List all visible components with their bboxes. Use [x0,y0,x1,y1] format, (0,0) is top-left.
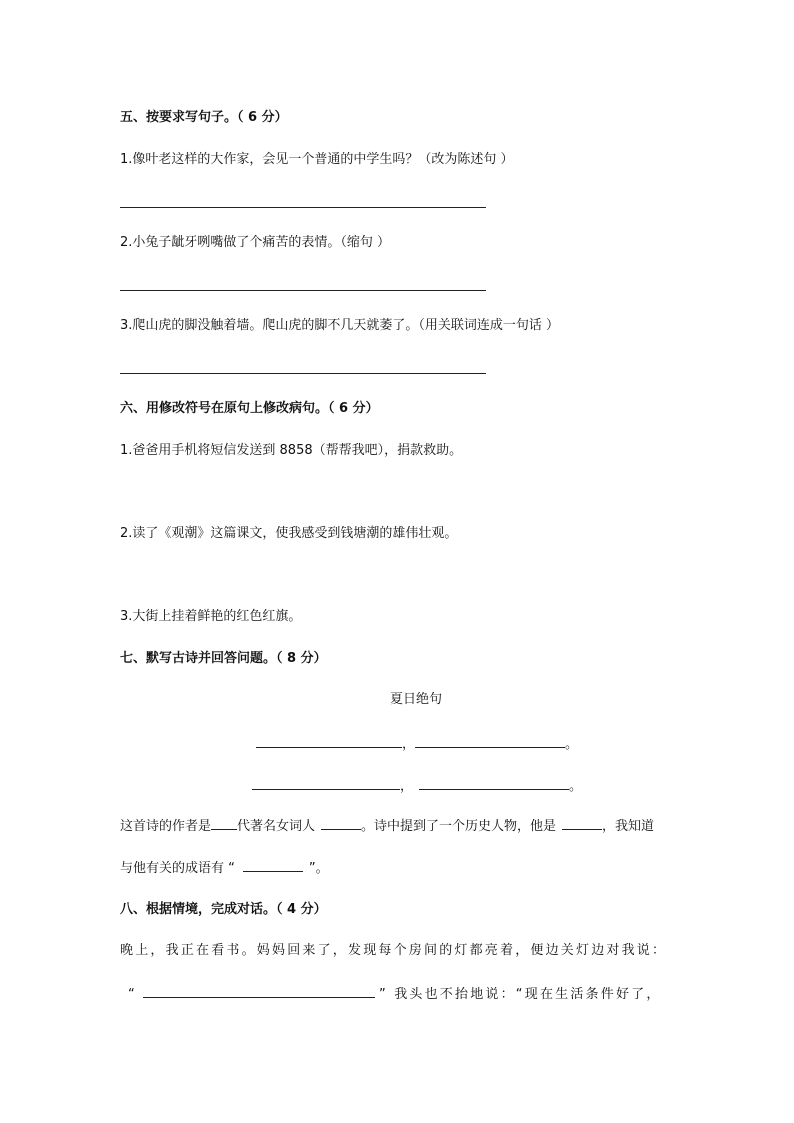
q7-blank-idiom[interactable] [243,859,303,872]
answer-line-5-2[interactable] [120,290,486,291]
section-6-heading: 六、用修改符号在原句上修改病句。（ 6 分） [120,401,379,416]
q7-text-a: 这首诗的作者是 [120,819,212,834]
poem-period-2: 。 [569,779,583,794]
poem-line-1 [256,735,578,754]
section-6-question-3: 3.大街上挂着鲜艳的红色红旗。 [120,609,302,624]
dialog-open-quote: “ [128,987,137,1002]
poem-blank-4[interactable] [419,777,569,790]
section-8-heading: 八、根据情境，完成对话。（ 4 分） [120,902,327,917]
section-5-heading: 五、按要求写句子。（ 6 分） [120,110,288,125]
poem-blank-3[interactable] [252,777,400,790]
q7-blank-figure[interactable] [562,817,602,830]
poem-comma-1: ， [402,737,416,752]
dialog-rest-text: ” 我头也不抬地说：“现在生活条件好了， [378,987,662,1002]
section-5-question-1: 1.像叶老这样的大作家，会见一个普通的中学生吗？（改为陈述句 ） [120,152,514,167]
poem-comma-2: ， [400,779,414,794]
q7-text-c: 。诗中提到了一个历史人物，他是 [361,819,557,834]
section-8-paragraph-line-1: 晚上，我正在看书。妈妈回来了，发现每个房间的灯都亮着，便边关灯边对我说： [120,943,668,958]
section-6-question-2: 2.读了《观潮》这篇课文，使我感受到钱塘潮的雄伟壮观。 [120,526,458,541]
poem-blank-1[interactable] [256,735,402,748]
dialog-blank[interactable] [143,985,375,998]
poem-line-2 [252,777,582,796]
q7-blank-author[interactable] [321,817,361,830]
poem-blank-2[interactable] [415,735,565,748]
section-8-paragraph-line-2 [128,985,662,1004]
q7-text-f: ”。 [308,861,329,876]
q7-text-b: 代著名女词人 [237,819,316,834]
q7-text-e: 与他有关的成语有 “ [120,861,235,876]
poem-title: 夏日绝句 [390,692,443,707]
section-7-heading: 七、默写古诗并回答问题。（ 8 分） [120,651,327,666]
section-6-question-1: 1.爸爸用手机将短信发送到 8858（帮帮我吧），捐款救助。 [120,443,463,458]
section-5-question-2: 2.小兔子龇牙咧嘴做了个痛苦的表情。（缩句 ） [120,235,391,250]
answer-line-5-1[interactable] [120,207,486,208]
section-5-question-3: 3.爬山虎的脚没触着墙。爬山虎的脚不几天就萎了。（用关联词连成一句话 ） [120,318,560,333]
poem-period-1: 。 [565,737,579,752]
q7-text-d: ，我知道 [602,819,655,834]
answer-line-5-3[interactable] [120,373,486,374]
q7-blank-dynasty[interactable] [211,817,237,830]
section-7-question-line-2 [120,859,329,878]
section-7-question-line-1 [120,817,654,836]
